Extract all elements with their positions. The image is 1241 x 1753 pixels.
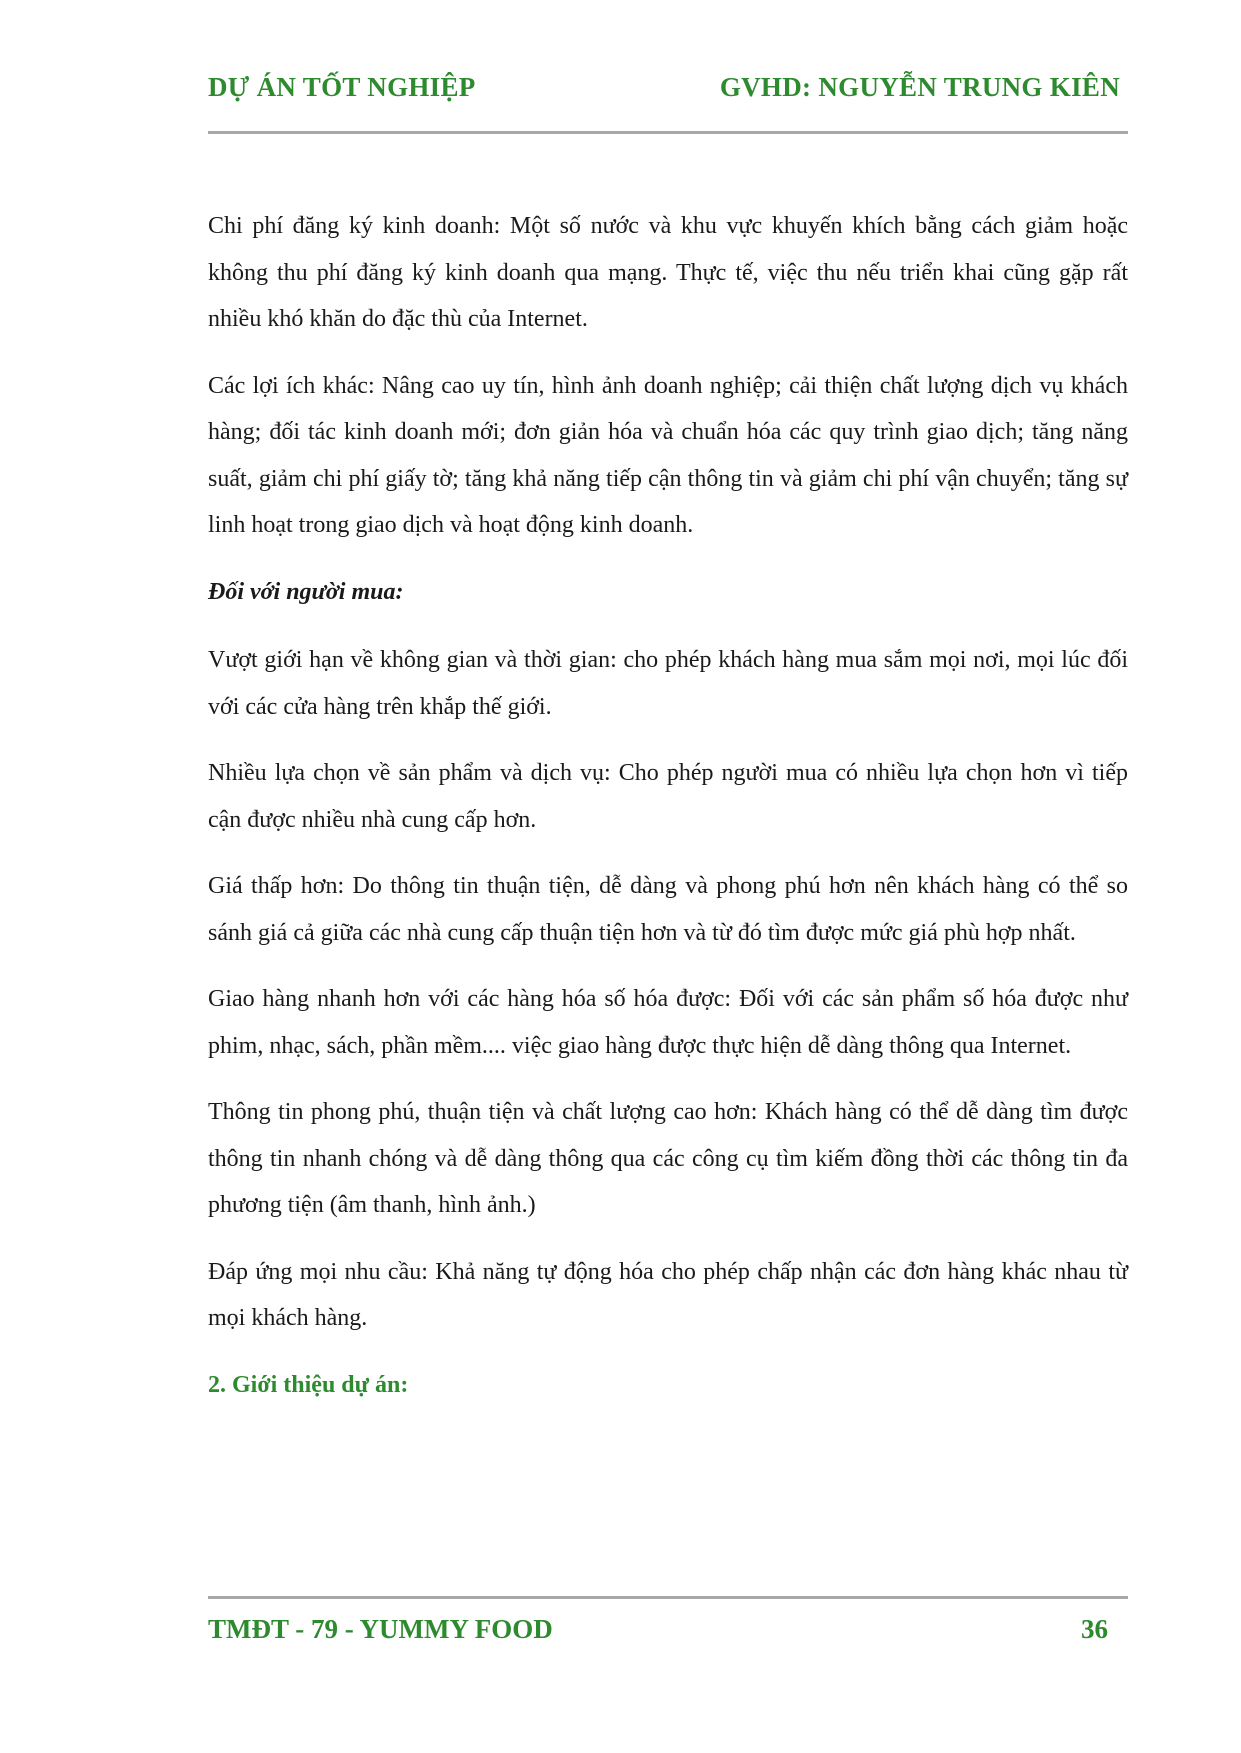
page-footer [208,1614,1128,1654]
paragraph-more-choices: Nhiều lựa chọn về sản phẩm và dịch vụ: Cho phép người mua có nhiều lựa chọn hơn vì tiếp cận được nhiều nhà cung cấp hơn. [208,760,1128,833]
paragraph-rich-information: Thông tin phong phú, thuận tiện và chất lượng cao hơn: Khách hàng có thể dễ dàng tìm được thông tin nhanh chóng và dễ dàng thông qua các công cụ tìm kiếm đồng thời các thông tin đa phương tiện (âm thanh, hình ảnh.) [208,1099,1128,1218]
header-supervisor: GVHD: NGUYỄN TRUNG KIÊN [719,72,1120,102]
page-header [208,72,1128,112]
footer-project-name: TMĐT - 79 - YUMMY FOOD [208,1614,553,1644]
section-heading-project-intro: 2. Giới thiệu dự án: [208,1371,409,1398]
header-divider [208,131,1128,134]
paragraph-space-time: Vượt giới hạn về không gian và thời gian: cho phép khách hàng mua sắm mọi nơi, mọi lúc đối với các cửa hàng trên khắp thế giới. [208,647,1128,720]
page-body [208,203,1128,1408]
paragraph-lower-price: Giá thấp hơn: Do thông tin thuận tiện, dễ dàng và phong phú hơn nên khách hàng có thể so sánh giá cả giữa các nhà cung cấp thuận tiện hơn và từ đó tìm được mức giá phù hợp nhất. [208,873,1128,946]
paragraph-faster-delivery: Giao hàng nhanh hơn với các hàng hóa số hóa được: Đối với các sản phẩm số hóa được như phim, nhạc, sách, phần mềm.... việc giao hàng được thực hiện dễ dàng thông qua Internet. [208,986,1128,1059]
header-project-title: DỰ ÁN TỐT NGHIỆP [208,72,476,102]
subheading-for-buyers: Đối với người mua: [208,578,404,605]
footer-divider [208,1596,1128,1599]
paragraph-meet-all-needs: Đáp ứng mọi nhu cầu: Khả năng tự động hóa cho phép chấp nhận các đơn hàng khác nhau từ mọi khách hàng. [208,1258,1128,1331]
page-number: 36 [1081,1614,1108,1644]
paragraph-other-benefits: Các lợi ích khác: Nâng cao uy tín, hình ảnh doanh nghiệp; cải thiện chất lượng dịch vụ khách hàng; đối tác kinh doanh mới; đơn giản hóa và chuẩn hóa các quy trình giao dịch; tăng năng suất, giảm chi phí giấy tờ; tăng khả năng tiếp cận thông tin và giảm chi phí vận chuyển; tăng sự linh hoạt trong giao dịch và hoạt động kinh doanh. [208,372,1128,538]
paragraph-registration-cost: Chi phí đăng ký kinh doanh: Một số nước và khu vực khuyến khích bằng cách giảm hoặc không thu phí đăng ký kinh doanh qua mạng. Thực tế, việc thu nếu triển khai cũng gặp rất nhiều khó khăn do đặc thù của Internet. [208,213,1128,332]
